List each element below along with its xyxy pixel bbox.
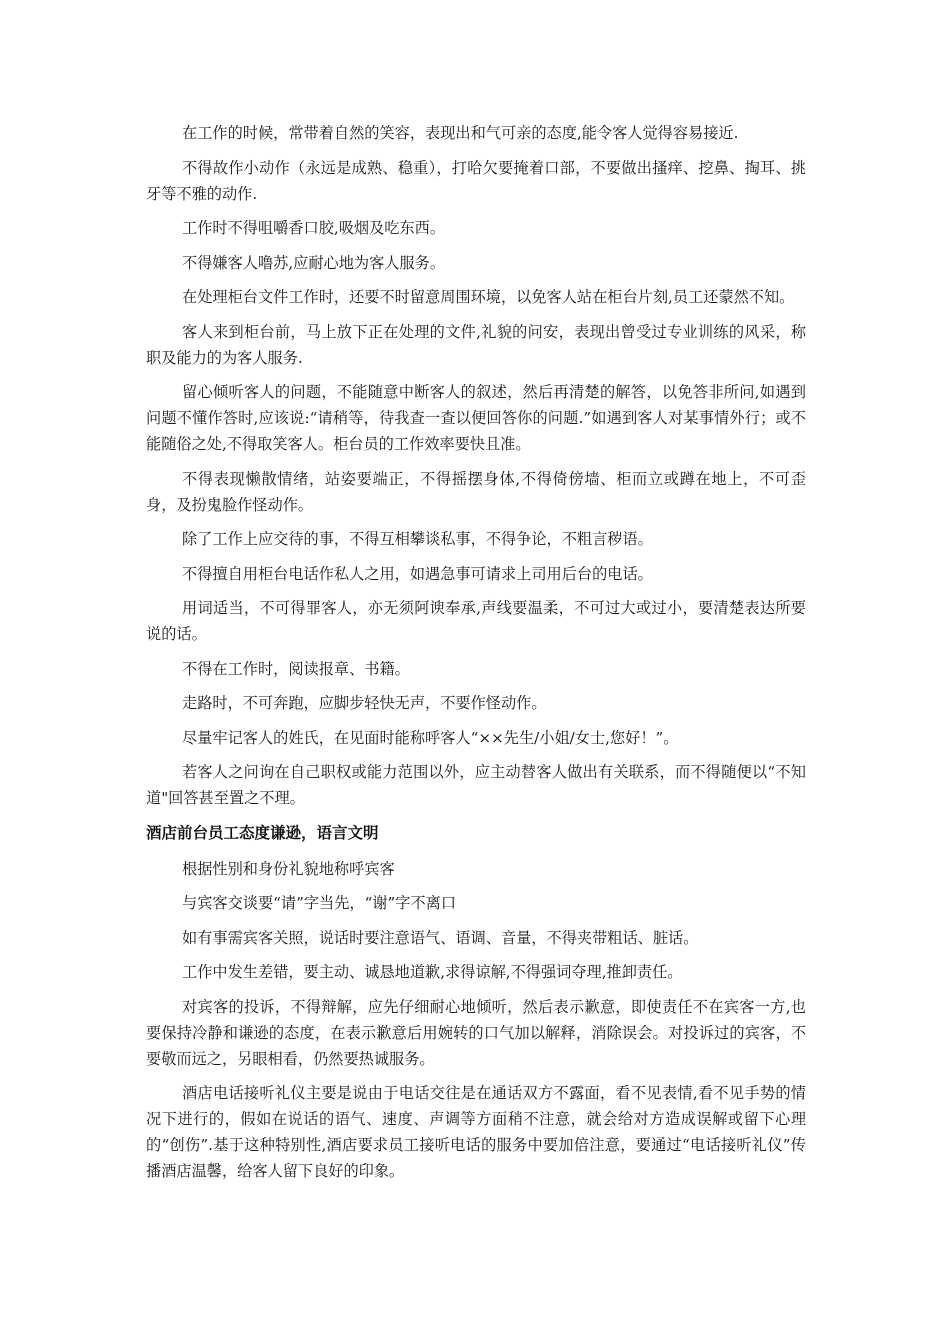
paragraph: 用词适当，不可得罪客人，亦无须阿谀奉承,声线要温柔，不可过大或过小，要清楚表达所要说的话。 [146,599,806,643]
paragraph: 尽量牢记客人的姓氏，在见面时能称呼客人“××先生/小姐/女士,您好！”。 [182,728,679,747]
paragraph: 不得故作小动作（永远是成熟、稳重），打哈欠要掩着口部，不要做出搔痒、挖鼻、掏耳、挑牙等不雅的动作. [146,158,806,203]
paragraph: 不得表现懒散情绪，站姿要端正，不得摇摆身体,不得倚傍墙、柜而立或蹲在地上，不可歪身，及扮鬼脸作怪动作。 [146,469,806,514]
paragraph: 如有事需宾客关照，说话时要注意语气、语调、音量，不得夹带粗话、脏话。 [182,928,699,947]
paragraph: 除了工作上应交待的事，不得互相攀谈私事，不得争论，不粗言秽语。 [182,530,653,548]
paragraph: 在处理柜台文件工作时，还要不时留意周围环境，以免客人站在柜台片刻,员工还蒙然不知。 [182,288,795,306]
paragraph: 不得嫌客人噜苏,应耐心地为客人服务。 [182,253,446,272]
paragraph: 对宾客的投诉，不得辩解，应先仔细耐心地倾听，然后表示歉意，即使责任不在宾客一方,也要保持冷静和谦逊的态度，在表示歉意后用婉转的口气加以解释，消除误会。对投诉过的宾客，不要敬而远之，另眼相看，仍然要热诚服务。 [146,997,806,1068]
paragraph: 在工作的时候，常带着自然的笑容，表现出和气可亲的态度,能令客人觉得容易接近. [182,124,739,142]
paragraph: 工作时不得咀嚼香口胶,吸烟及吃东西。 [182,219,446,237]
paragraph: 酒店电话接听礼仪主要是说由于电话交往是在通话双方不露面，看不见表情,看不见手势的情况下进行的，假如在说话的语气、速度、声调等方面稍不注意，就会给对方造成误解或留下心理的“创伤”.基于这种特别性,酒店要求员工接听电话的服务中要加倍注意，要通过“电话接听礼仪”传播酒店温馨，给客人留下良好的印象。 [146,1084,806,1180]
section-heading: 酒店前台员工态度谦逊，语言文明 [146,823,379,842]
paragraph: 不得擅自用柜台电话作私人之用，如遇急事可请求上司用后台的电话。 [182,564,653,583]
paragraph: 工作中发生差错，要主动、诚恳地道歉,求得谅解,不得强词夺理,推卸责任。 [182,963,683,981]
paragraph: 若客人之问询在自己职权或能力范围以外，应主动替客人做出有关联系，而不得随便以“不知道"回答甚至置之不理。 [146,763,806,807]
paragraph: 客人来到柜台前，马上放下正在处理的文件,礼貌的问安，表现出曾受过专业训练的风采，称职及能力的为客人服务. [146,322,806,367]
paragraph: 根据性别和身份礼貌地称呼宾客 [182,859,395,878]
paragraph: 不得在工作时，阅读报章、书籍。 [182,659,410,678]
paragraph: 与宾客交谈要“请”字当先，“谢”字不离口 [182,894,457,912]
paragraph: 留心倾听客人的问题，不能随意中断客人的叙述，然后再清楚的解答，以免答非所问,如遇到问题不懂作答时,应该说:“请稍等，待我查一查以便回答你的问题.”如遇到客人对某事情外行；或不能随俗之处,不得取笑客人。柜台员的工作效率要快且准。 [146,383,806,453]
document-page [146,120,806,1193]
paragraph: 走路时，不可奔跑，应脚步轻快无声，不要作怪动作。 [182,694,547,712]
